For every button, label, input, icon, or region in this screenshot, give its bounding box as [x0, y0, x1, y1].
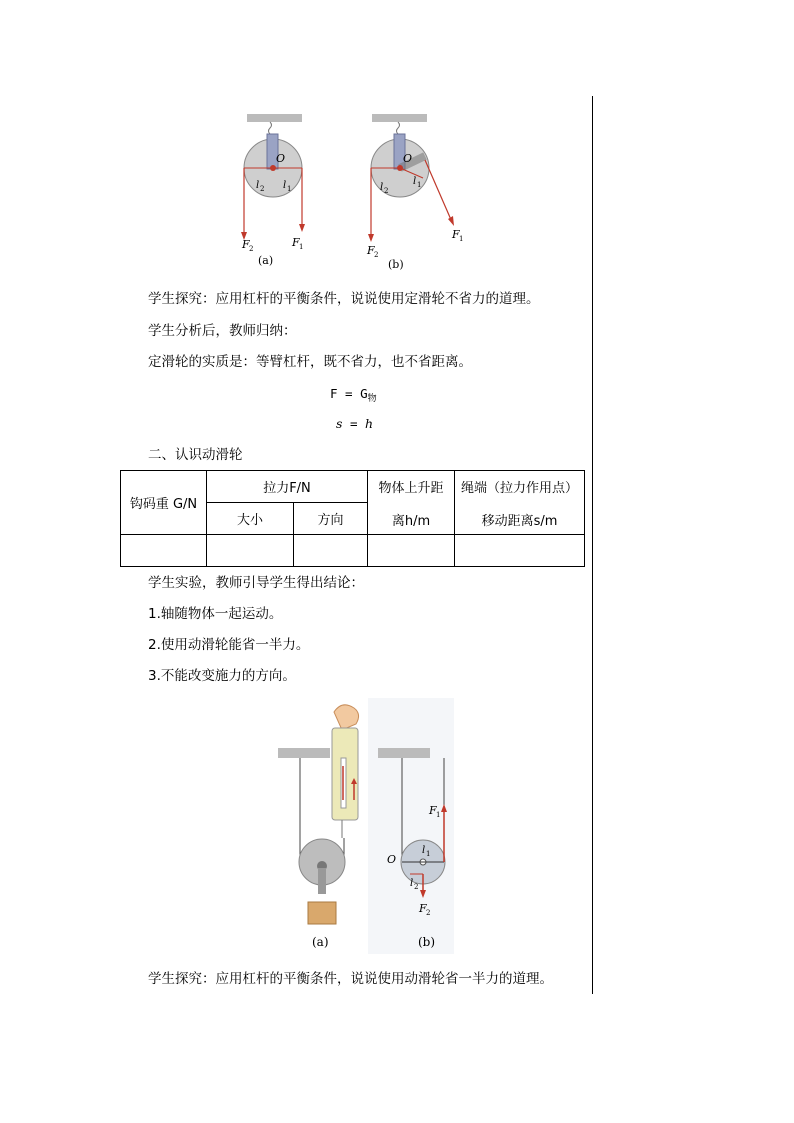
svg-text:l: l [256, 180, 260, 191]
header-hook-weight: 钩码重 G/N [121, 471, 207, 535]
svg-text:2: 2 [414, 883, 419, 891]
svg-text:2: 2 [260, 185, 265, 193]
svg-text:l: l [380, 182, 384, 193]
svg-text:2: 2 [426, 909, 431, 917]
page-margin-line [592, 96, 593, 994]
svg-text:1: 1 [287, 185, 292, 193]
paragraph-fixed-pulley-inquiry: 学生探究：应用杠杆的平衡条件，说说使用定滑轮不省力的道理。 [148, 291, 540, 307]
header-pull-force: 拉力F/N [207, 471, 368, 503]
label-O: O [276, 152, 286, 165]
svg-text:l: l [413, 176, 417, 187]
formula-distance: s = h [336, 416, 374, 431]
svg-text:l: l [283, 180, 287, 191]
experiment-table [120, 470, 585, 567]
header-force-size: 大小 [207, 503, 294, 535]
svg-text:1: 1 [459, 235, 464, 243]
svg-text:F: F [292, 236, 300, 249]
list-item: 2.使用动滑轮能省一半力。 [148, 637, 310, 653]
svg-text:F: F [429, 804, 437, 817]
movable-pulley-figure [272, 698, 456, 954]
list-item: 1.轴随物体一起运动。 [148, 606, 283, 622]
svg-text:F: F [452, 228, 460, 241]
formula-force: $F = G_物$ [330, 386, 377, 404]
svg-text:1: 1 [436, 811, 441, 819]
svg-text:l: l [422, 845, 426, 856]
svg-text:F: F [367, 244, 375, 257]
header-rope-distance: 绳端（拉力作用点） 移动距离s/m [455, 471, 585, 535]
table-cell [294, 535, 368, 567]
table-cell [207, 535, 294, 567]
svg-text:2: 2 [384, 187, 389, 195]
paragraph-fixed-pulley-essence: 定滑轮的实质是：等臂杠杆，既不省力，也不省距离。 [148, 354, 472, 370]
svg-text:2: 2 [374, 251, 379, 259]
svg-text:F: F [242, 238, 250, 251]
caption-a: (a) [312, 935, 329, 949]
table-cell [455, 535, 585, 567]
caption-b: (b) [418, 935, 436, 949]
table-cell [121, 535, 207, 567]
svg-text:1: 1 [299, 243, 304, 251]
list-item: 3.不能改变施力的方向。 [148, 668, 296, 684]
svg-text:O: O [387, 853, 397, 866]
svg-text:F: F [419, 902, 427, 915]
caption-a: (a) [258, 254, 274, 267]
paragraph-movable-pulley-inquiry: 学生探究：应用杠杆的平衡条件，说说使用动滑轮省一半力的道理。 [148, 971, 553, 987]
caption-b: (b) [388, 258, 404, 271]
header-force-direction: 方向 [294, 503, 368, 535]
paragraph-teacher-summary: 学生分析后，教师归纳： [148, 323, 297, 339]
svg-text:1: 1 [426, 850, 431, 858]
paragraph-experiment: 学生实验，教师引导学生得出结论： [148, 575, 364, 591]
svg-text:2: 2 [249, 245, 254, 253]
table-cell [368, 535, 455, 567]
header-rise-distance: 物体上升距 离h/m [368, 471, 455, 535]
section-title-movable-pulley: 二、认识动滑轮 [148, 447, 243, 463]
svg-text:1: 1 [417, 181, 422, 189]
svg-text:l: l [410, 878, 414, 889]
svg-text:O: O [403, 152, 413, 165]
fixed-pulley-figure [230, 108, 480, 272]
